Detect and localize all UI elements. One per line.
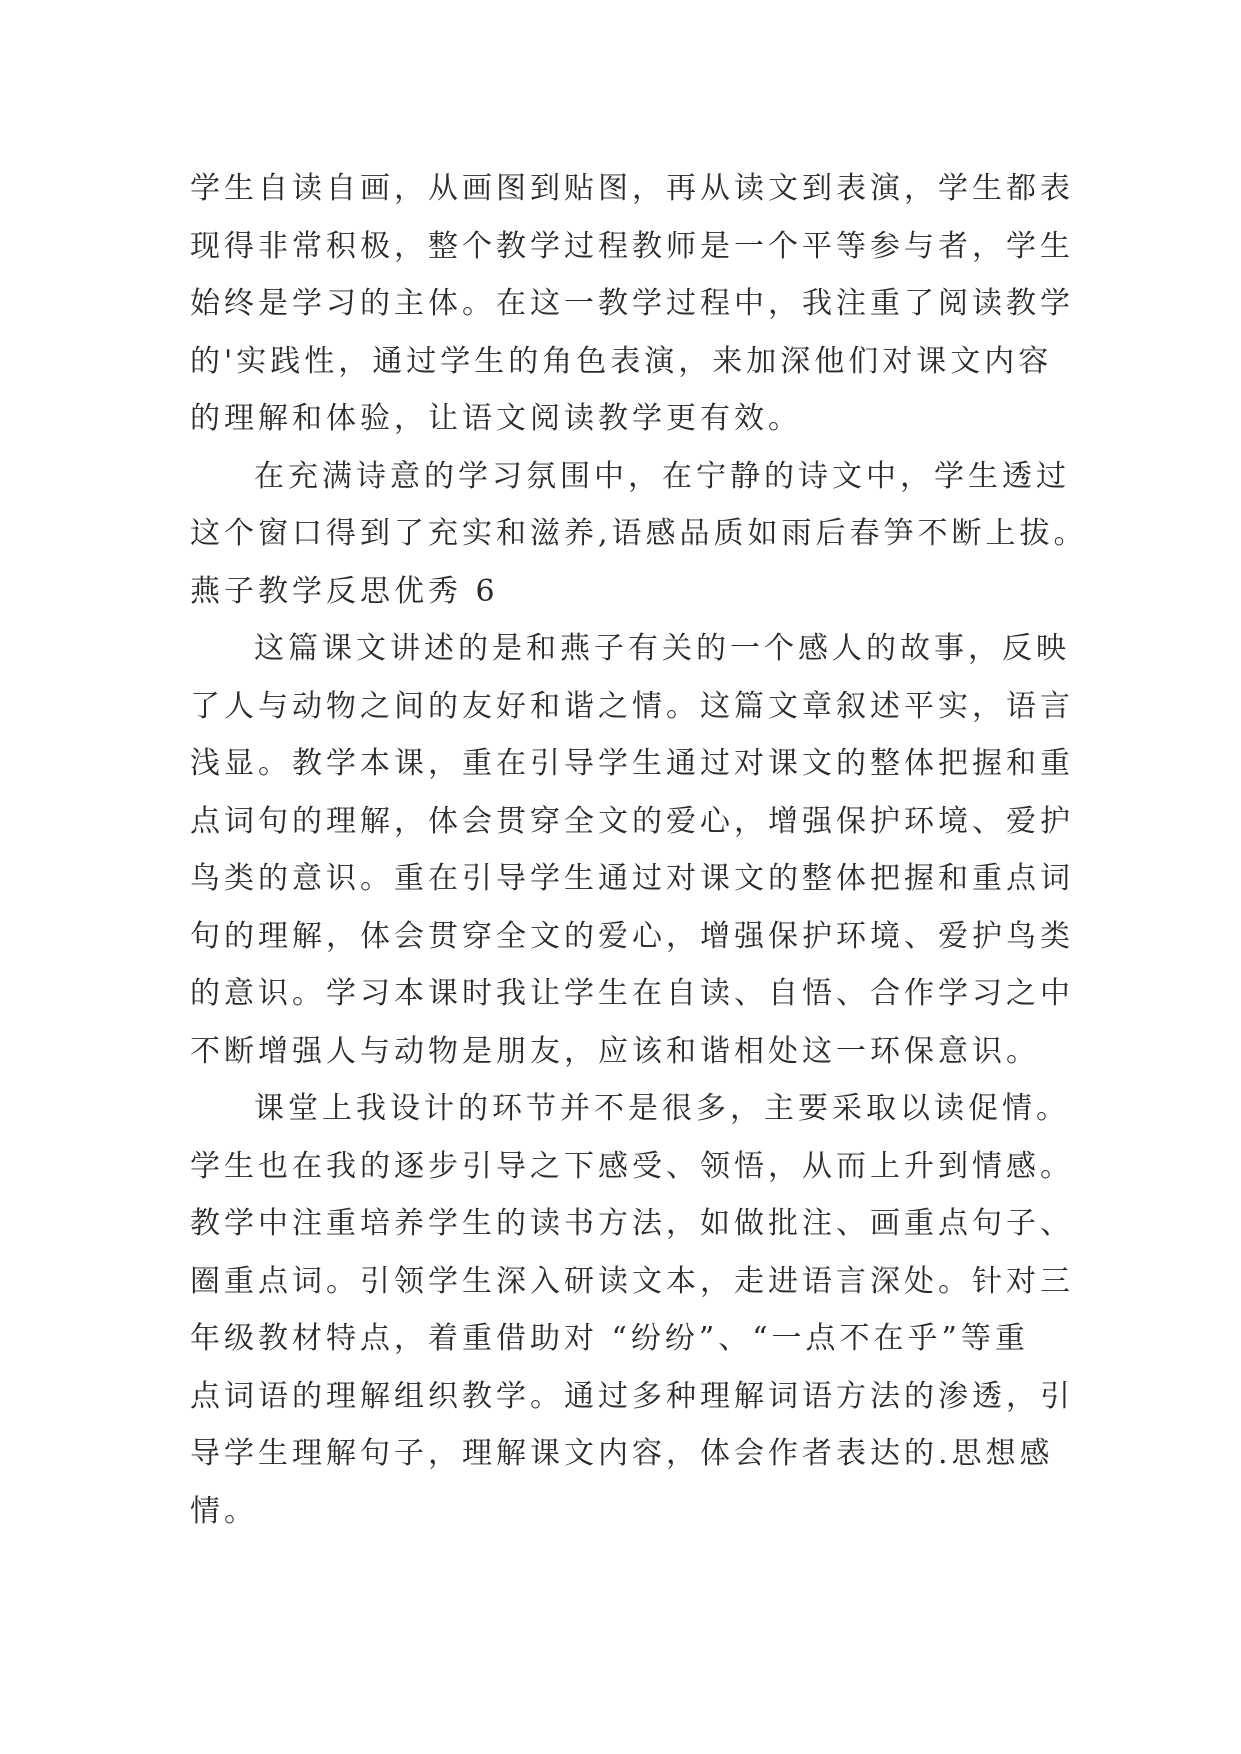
document-body <box>190 160 1088 1540</box>
text-line: 点词句的理解，体会贯穿全文的爱心，增强保护环境、爱护 <box>190 803 1074 839</box>
text-line: 了人与动物之间的友好和谐之情。这篇文章叙述平实，语言 <box>190 688 1074 724</box>
text-line: 点词语的理解组织教学。通过多种理解词语方法的渗透，引 <box>190 1378 1074 1414</box>
text-line: 不断增强人与动物是朋友，应该和谐相处这一环保意识。 <box>190 1033 1040 1069</box>
text-line: 始终是学习的主体。在这一教学过程中，我注重了阅读教学 <box>190 286 1074 321</box>
text-line: 的'实践性，通过学生的角色表演，来加深他们对课文内容 <box>190 343 1053 379</box>
section-heading: 燕子教学反思优秀 6 <box>190 573 499 609</box>
text-line: 学生也在我的逐步引导之下感受、领悟，从而上升到情感。 <box>190 1148 1074 1184</box>
text-line: 这个窗口得到了充实和滋养,语感品质如雨后春笋不断上拔。 <box>190 516 1088 551</box>
text-line: 现得非常积极，整个教学过程教师是一个平等参与者，学生 <box>190 228 1074 264</box>
text-line: 圈重点词。引领学生深入研读文本，走进语言深处。针对三 <box>190 1263 1074 1299</box>
text-line: 鸟类的意识。重在引导学生通过对课文的整体把握和重点词 <box>190 861 1074 896</box>
text-line: 教学中注重培养学生的读书方法，如做批注、画重点句子、 <box>190 1206 1074 1241</box>
text-line: 年级教材特点，着重借助对 “纷纷”、“一点不在乎”等重 <box>190 1321 1029 1356</box>
text-line: 浅显。教学本课，重在引导学生通过对课文的整体把握和重 <box>190 746 1074 781</box>
text-line: 情。 <box>190 1493 258 1529</box>
text-line: 句的理解，体会贯穿全文的爱心，增强保护环境、爱护鸟类 <box>190 918 1074 954</box>
paragraph-first-line: 这篇课文讲述的是和燕子有关的一个感人的故事，反映 <box>254 631 1070 666</box>
paragraph-first-line: 课堂上我设计的环节并不是很多，主要采取以读促情。 <box>254 1091 1070 1126</box>
text-line: 导学生理解句子，理解课文内容，体会作者表达的.思想感 <box>190 1436 1054 1471</box>
text-line: 的意识。学习本课时我让学生在自读、自悟、合作学习之中 <box>190 976 1074 1011</box>
text-line: 学生自读自画，从画图到贴图，再从读文到表演，学生都表 <box>190 171 1074 206</box>
paragraph-first-line: 在充满诗意的学习氛围中，在宁静的诗文中，学生透过 <box>254 458 1070 494</box>
text-line: 的理解和体验，让语文阅读教学更有效。 <box>190 401 802 436</box>
